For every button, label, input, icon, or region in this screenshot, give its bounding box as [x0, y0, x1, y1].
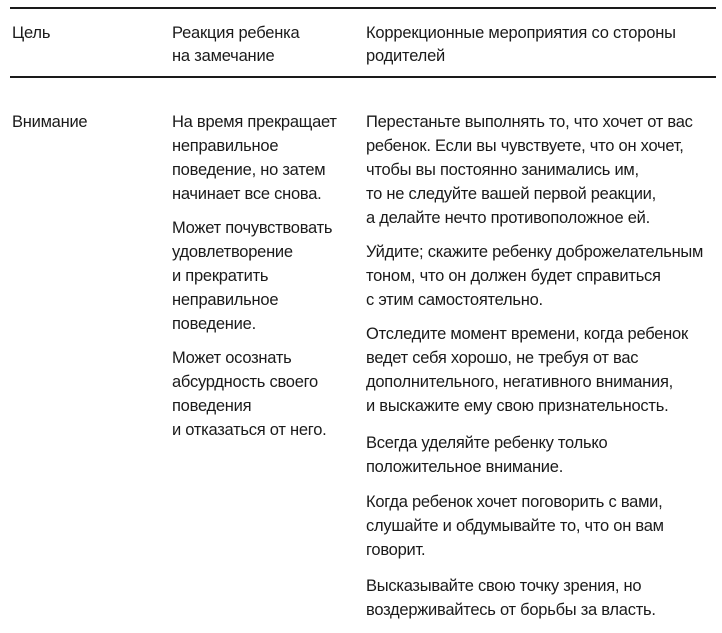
correction-line: говорит.	[366, 541, 426, 559]
reaction-line: неправильное	[172, 291, 279, 309]
correction-line: ведет себя хорошо, не требуя от вас	[366, 349, 639, 367]
correction-line: Уйдите; скажите ребенку доброжелательным	[366, 243, 704, 261]
reaction-line: и прекратить	[172, 267, 269, 285]
header-correction-line: Коррекционные мероприятия со стороны	[366, 24, 676, 42]
goal-cell: Внимание	[12, 113, 88, 131]
correction-line: слушайте и обдумывайте то, что он вам	[366, 517, 664, 535]
correction-paragraph	[366, 240, 703, 312]
reaction-line: поведения	[172, 397, 252, 415]
header-reaction-line: Реакция ребенка	[172, 24, 300, 42]
header-reaction-line: на замечание	[172, 47, 275, 65]
header-goal: Цель	[12, 24, 51, 42]
reaction-line: начинает все снова.	[172, 185, 322, 203]
table-header-rule	[10, 76, 716, 78]
reaction-line: абсурдность своего	[172, 373, 318, 391]
correction-line: то не следуйте вашей первой реакции,	[366, 185, 656, 203]
correction-line: положительное внимание.	[366, 458, 564, 476]
correction-paragraph	[366, 110, 693, 230]
correction-line: Высказывайте свою точку зрения, но	[366, 577, 642, 595]
reaction-line: неправильное	[172, 137, 279, 155]
table-top-rule	[10, 7, 716, 9]
correction-line: с этим самостоятельно.	[366, 291, 543, 309]
reaction-line: Может осознать	[172, 349, 292, 367]
correction-line: воздерживайтесь от борьбы за власть.	[366, 601, 656, 619]
correction-line: чтобы вы постоянно занимались им,	[366, 161, 639, 179]
correction-paragraph	[366, 322, 688, 418]
correction-paragraph	[366, 574, 656, 622]
correction-line: ребенок. Если вы чувствуете, что он хочет,	[366, 137, 684, 155]
correction-line: Отследите момент времени, когда ребенок	[366, 325, 688, 343]
correction-line: Когда ребенок хочет поговорить с вами,	[366, 493, 663, 511]
reaction-line: удовлетворение	[172, 243, 293, 261]
reaction-paragraph	[172, 110, 337, 206]
correction-line: Перестаньте выполнять то, что хочет от вас	[366, 113, 693, 131]
reaction-paragraph	[172, 216, 332, 336]
reaction-line: и отказаться от него.	[172, 421, 327, 439]
reaction-line: Может почувствовать	[172, 219, 333, 237]
correction-line: а делайте нечто противоположное ей.	[366, 209, 650, 227]
correction-paragraph	[366, 490, 664, 562]
header-correction	[366, 22, 676, 68]
correction-line: Всегда уделяйте ребенку только	[366, 434, 608, 452]
reaction-line: поведение, но затем	[172, 161, 326, 179]
correction-line: и выскажите ему свою признательность.	[366, 397, 669, 415]
header-reaction	[172, 22, 300, 68]
correction-line: тоном, что он должен будет справиться	[366, 267, 661, 285]
correction-paragraph	[366, 431, 607, 479]
reaction-paragraph	[172, 346, 326, 442]
reaction-line: На время прекращает	[172, 113, 337, 131]
header-correction-line: родителей	[366, 47, 446, 65]
correction-line: дополнительного, негативного внимания,	[366, 373, 673, 391]
reaction-line: поведение.	[172, 315, 256, 333]
